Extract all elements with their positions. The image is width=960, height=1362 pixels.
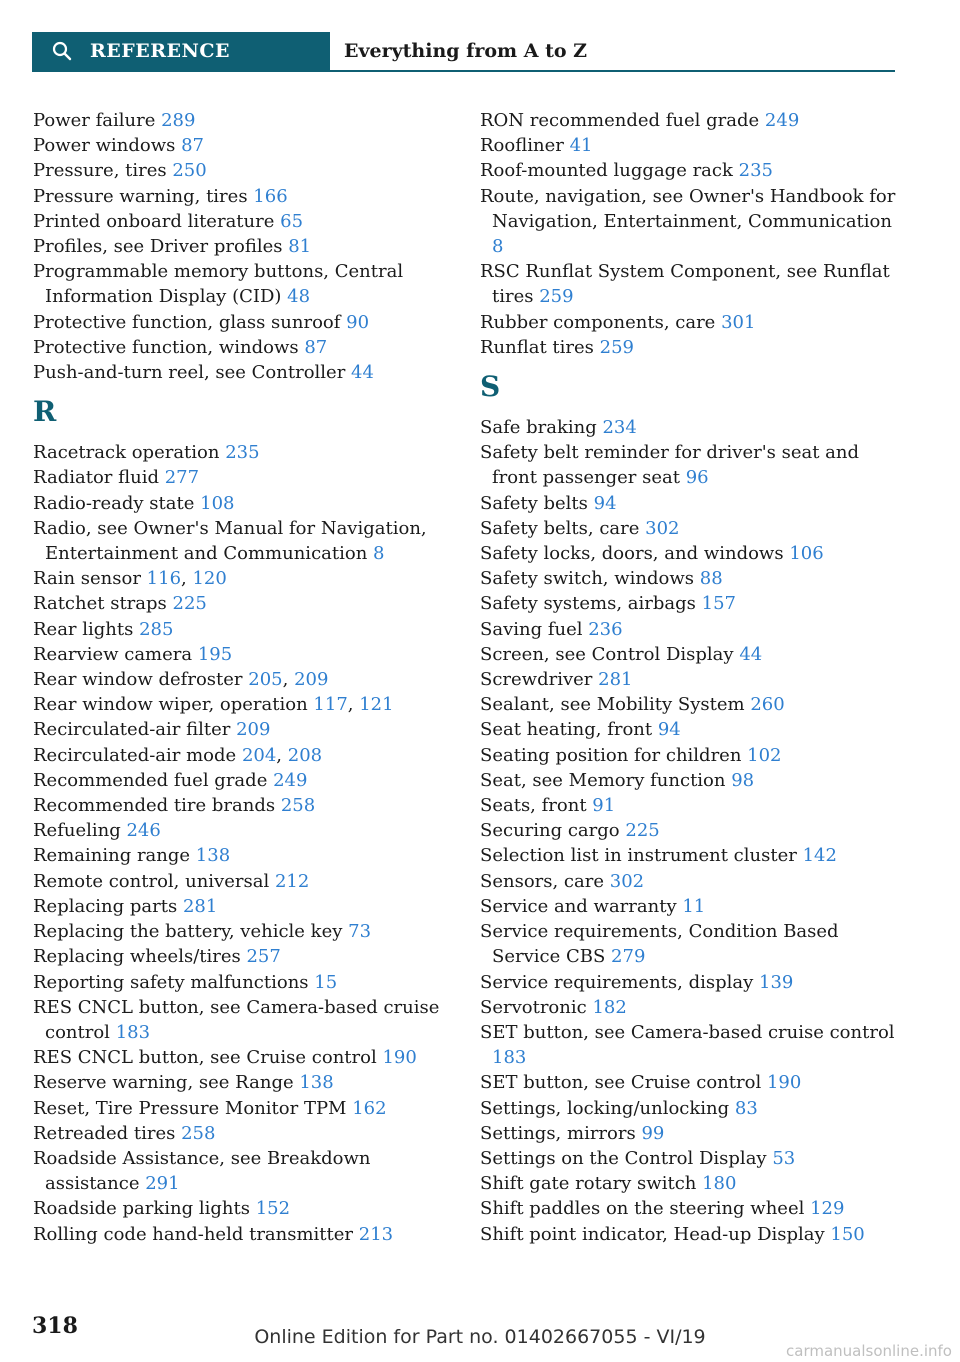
page-link[interactable]: 116 xyxy=(146,568,182,590)
index-entry xyxy=(480,491,900,516)
index-entry-text: Shift gate rotary switch xyxy=(480,1173,697,1195)
index-entry xyxy=(33,335,453,360)
index-entry-text: Push-and-turn reel, see Controller xyxy=(33,362,346,384)
index-entry-text: Runflat tires xyxy=(480,336,594,358)
index-column-right xyxy=(480,108,900,1247)
index-entry-text: Rear lights xyxy=(33,618,134,640)
index-entry-text: RON recommended fuel grade xyxy=(480,110,760,131)
index-entry-text: Recommended tire brands xyxy=(33,795,276,817)
index-entry xyxy=(33,717,453,742)
index-entry-text: Power windows xyxy=(33,135,176,157)
index-entry-text: Sensors, care xyxy=(480,870,605,892)
index-entry-text: Pressure, tires xyxy=(33,160,167,182)
index-entry xyxy=(33,1096,453,1121)
index-entry xyxy=(480,768,900,793)
section-title: Everything from A to Z xyxy=(344,40,588,62)
index-entry-text: SET button, see Camera-based cruise control xyxy=(480,1021,895,1043)
index-column-left xyxy=(33,108,453,1247)
page-link[interactable]: 285 xyxy=(139,618,174,640)
index-entry xyxy=(480,1196,900,1221)
index-letter-heading: R xyxy=(33,395,57,429)
page-link[interactable]: 129 xyxy=(810,1198,845,1220)
page-link[interactable]: 195 xyxy=(197,643,233,665)
index-entry-text: Roadside Assistance, see Breakdown assistance xyxy=(33,1147,371,1195)
index-entry-text: Safety switch, windows xyxy=(480,568,695,590)
page-link[interactable]: 138 xyxy=(195,845,231,867)
search-icon xyxy=(52,41,72,61)
index-entry xyxy=(480,717,900,742)
index-entry-text: Safety belts, care xyxy=(480,517,640,539)
page-link[interactable]: 94 xyxy=(593,492,617,514)
index-entry xyxy=(480,1020,900,1070)
page-link[interactable]: 213 xyxy=(358,1223,394,1245)
index-entry-text: Rear window wiper, operation xyxy=(33,694,308,716)
page-link[interactable]: 281 xyxy=(598,669,633,691)
index-entry-text: Saving fuel xyxy=(480,618,583,640)
index-entry xyxy=(33,793,453,818)
page-link[interactable]: 208 xyxy=(287,744,323,766)
index-entry xyxy=(33,158,453,183)
index-entry-text: Roofliner xyxy=(480,135,564,157)
index-entry xyxy=(33,234,453,259)
index-letter-heading: S xyxy=(480,370,501,404)
index-entry xyxy=(480,591,900,616)
index-entry xyxy=(480,970,900,995)
index-entry xyxy=(480,335,900,360)
reference-tab-label: REFERENCE xyxy=(90,40,230,62)
index-entry-text: Servotronic xyxy=(480,996,587,1018)
page-link[interactable]: 183 xyxy=(115,1021,151,1043)
index-entry xyxy=(480,894,900,919)
page-link[interactable]: 83 xyxy=(734,1097,758,1119)
index-entry xyxy=(480,566,900,591)
index-entry-text: Recirculated-air mode xyxy=(33,744,237,766)
index-entry xyxy=(480,843,900,868)
page-link[interactable]: 139 xyxy=(759,971,794,993)
index-entry xyxy=(33,1070,453,1095)
page-link[interactable]: 212 xyxy=(274,870,310,892)
page-link[interactable]: 8 xyxy=(373,543,385,565)
page-link[interactable]: 142 xyxy=(802,845,837,867)
index-entry-text: Refueling xyxy=(33,820,121,842)
index-entry xyxy=(480,184,900,260)
index-entry xyxy=(33,360,453,385)
page-link[interactable]: 259 xyxy=(599,336,635,358)
page-link[interactable]: 204 xyxy=(241,744,277,766)
index-entry xyxy=(33,768,453,793)
page-link[interactable]: 205 xyxy=(248,669,283,691)
index-entry xyxy=(33,1146,453,1196)
page-link[interactable]: 108 xyxy=(200,492,235,514)
index-entry xyxy=(480,869,900,894)
index-entry-text: Protective function, glass sunroof xyxy=(33,311,341,333)
page-link[interactable]: 8 xyxy=(492,236,504,258)
index-entry-text: Route, navigation, see Owner's Handbook for Navigation, Entertainment, Communication xyxy=(480,185,896,232)
page-link[interactable]: 94 xyxy=(657,719,681,741)
index-entry xyxy=(480,667,900,692)
page-link[interactable]: 277 xyxy=(164,467,200,489)
page-link[interactable]: 117 xyxy=(313,694,348,716)
index-entry xyxy=(33,944,453,969)
index-entry xyxy=(480,692,900,717)
index-entry-text: Printed onboard literature xyxy=(33,210,275,232)
index-entry-text: SET button, see Cruise control xyxy=(480,1072,762,1094)
index-entry-text: RSC Runflat System Component, see Runflat tires xyxy=(480,261,890,308)
index-entry-text: Profiles, see Driver profiles xyxy=(33,236,283,258)
index-entry-text: Service and warranty xyxy=(480,895,677,917)
index-entry xyxy=(480,310,900,335)
index-entry-text: Retreaded tires xyxy=(33,1122,176,1144)
page-link[interactable]: 225 xyxy=(172,593,207,615)
index-entry-text: Sealant, see Mobility System xyxy=(480,694,745,716)
page-link[interactable]: 41 xyxy=(569,135,593,157)
index-entry-text: Programmable memory buttons, Central Information Display (CID) xyxy=(33,261,404,308)
index-entry xyxy=(33,617,453,642)
index-entry xyxy=(33,919,453,944)
index-entry-text: Protective function, windows xyxy=(33,336,299,358)
index-entry: Rear window wiper, operation 117, 121 xyxy=(33,694,394,716)
index-entry xyxy=(480,1121,900,1146)
index-entry xyxy=(33,491,453,516)
index-entry-text: Replacing the battery, vehicle key xyxy=(33,921,343,943)
page-link[interactable]: 152 xyxy=(255,1198,291,1220)
index-entry xyxy=(480,818,900,843)
watermark: carmanualsonline.info xyxy=(786,1342,952,1360)
index-entry: Recirculated-air mode 204, 208 xyxy=(33,744,323,766)
index-entry xyxy=(33,184,453,209)
index-entry xyxy=(480,793,900,818)
page-link[interactable]: 209 xyxy=(294,669,329,691)
page-link[interactable]: 121 xyxy=(359,694,394,716)
index-entry xyxy=(33,1045,453,1070)
index-entry-text: Replacing wheels/tires xyxy=(33,946,241,968)
index-entry xyxy=(33,818,453,843)
page-link[interactable]: 102 xyxy=(747,744,782,766)
index-entry-text: Recirculated-air filter xyxy=(33,719,231,741)
index-entry-text: Pressure warning, tires xyxy=(33,185,248,207)
page-link[interactable]: 73 xyxy=(348,921,372,943)
index-entry xyxy=(33,259,453,309)
page-link[interactable]: 301 xyxy=(721,311,756,333)
page-link[interactable]: 225 xyxy=(625,820,660,842)
page-link[interactable]: 90 xyxy=(346,311,370,333)
page-link[interactable]: 302 xyxy=(645,517,680,539)
index-entry-text: RES CNCL button, see Cruise control xyxy=(33,1047,377,1069)
page-link[interactable]: 249 xyxy=(764,110,800,131)
index-entry-text: Radio, see Owner's Manual for Navigation, Entertainment and Communication xyxy=(33,517,427,565)
index-entry xyxy=(33,1196,453,1221)
page-number: 318 xyxy=(32,1313,78,1339)
index-entry-text: Radio-ready state xyxy=(33,492,195,514)
index-entry xyxy=(480,1070,900,1095)
page-link[interactable]: 88 xyxy=(699,568,723,590)
index-entry-text: Reserve warning, see Range xyxy=(33,1072,294,1094)
index-entry-text: Remote control, universal xyxy=(33,870,270,892)
index-entry-text: Seat heating, front xyxy=(480,719,653,741)
index-entry xyxy=(33,995,453,1045)
page-link[interactable]: 87 xyxy=(181,135,205,157)
index-entry-text: Recommended fuel grade xyxy=(33,769,268,791)
page-link[interactable]: 182 xyxy=(592,996,627,1018)
index-entry-text: Settings, mirrors xyxy=(480,1122,636,1144)
index-entry xyxy=(33,1121,453,1146)
index-entry xyxy=(33,642,453,667)
index-entry-text: Settings, locking/unlocking xyxy=(480,1097,730,1119)
index-entry xyxy=(480,541,900,566)
index-entry xyxy=(480,642,900,667)
page-link[interactable]: 99 xyxy=(641,1122,665,1144)
page-header xyxy=(32,32,895,72)
index-entry: Rear window defroster 205, 209 xyxy=(33,669,329,691)
index-entry-text: Seat, see Memory function xyxy=(480,769,726,791)
index-entry xyxy=(480,1222,900,1247)
index-entry-text: Roadside parking lights xyxy=(33,1198,250,1220)
index-entry xyxy=(480,158,900,183)
index-entry xyxy=(33,843,453,868)
index-entry xyxy=(33,133,453,158)
page-link[interactable]: 209 xyxy=(236,719,271,741)
index-entry-text: Safe braking xyxy=(480,417,597,439)
index-entry xyxy=(480,516,900,541)
index-entry xyxy=(33,310,453,335)
page-link[interactable]: 81 xyxy=(288,236,312,258)
index-entry-text: Replacing parts xyxy=(33,895,178,917)
page-link[interactable]: 291 xyxy=(145,1173,180,1195)
page-link[interactable]: 302 xyxy=(609,870,645,892)
index-entry-text: Screen, see Control Display xyxy=(480,643,734,665)
page-link[interactable]: 234 xyxy=(602,417,637,439)
page-link[interactable]: 235 xyxy=(738,160,773,182)
index-entry-text: Roof-mounted luggage rack xyxy=(480,160,733,182)
page-link[interactable]: 289 xyxy=(161,110,196,131)
index-entry xyxy=(480,133,900,158)
index-entry xyxy=(480,919,900,969)
page-link[interactable]: 260 xyxy=(750,694,785,716)
index-entry-text: Seats, front xyxy=(480,795,587,817)
index-entry-text: Safety locks, doors, and windows xyxy=(480,543,784,565)
page-link[interactable]: 190 xyxy=(766,1072,802,1094)
index-entry-text: Safety belts xyxy=(480,492,588,514)
index-entry xyxy=(480,995,900,1020)
page-link[interactable]: 65 xyxy=(280,210,304,232)
page-link[interactable]: 250 xyxy=(172,160,207,182)
page-link[interactable]: 180 xyxy=(702,1173,737,1195)
page-link[interactable]: 44 xyxy=(739,643,763,665)
index-entry-text: Selection list in instrument cluster xyxy=(480,845,797,867)
index-entry-text: Service requirements, display xyxy=(480,971,754,993)
page-link[interactable]: 53 xyxy=(772,1147,796,1169)
index-entry xyxy=(480,1171,900,1196)
index-entry xyxy=(480,743,900,768)
index-entry xyxy=(33,440,453,465)
page-link[interactable]: 257 xyxy=(246,946,281,968)
page-link[interactable]: 162 xyxy=(352,1097,387,1119)
index-entry-text: Rearview camera xyxy=(33,643,193,665)
reference-tab[interactable] xyxy=(32,32,330,70)
index-entry xyxy=(33,465,453,490)
index-entry-text: Securing cargo xyxy=(480,820,620,842)
page-link[interactable]: 11 xyxy=(682,895,706,917)
index-entry-text: Rain sensor xyxy=(33,568,141,590)
index-entry xyxy=(480,440,900,490)
page-link[interactable]: 236 xyxy=(588,618,623,640)
page-link[interactable]: 259 xyxy=(539,286,574,308)
page-link[interactable]: 183 xyxy=(492,1047,527,1069)
index-entry-text: Screwdriver xyxy=(480,669,593,691)
page-link[interactable]: 48 xyxy=(287,286,311,308)
page-link[interactable]: 138 xyxy=(299,1072,334,1094)
index-entry-text: Safety belt reminder for driver's seat and front passenger seat xyxy=(480,442,860,489)
page-link[interactable]: 249 xyxy=(273,769,308,791)
page-link[interactable]: 15 xyxy=(314,971,338,993)
page-link[interactable]: 246 xyxy=(126,820,161,842)
index-entry xyxy=(33,591,453,616)
index-entry-text: Rear window defroster xyxy=(33,669,243,691)
index-entry-text: Reset, Tire Pressure Monitor TPM xyxy=(33,1097,347,1119)
page-link[interactable]: 150 xyxy=(830,1223,865,1245)
index-entry-text: Safety systems, airbags xyxy=(480,593,696,615)
index-entry xyxy=(480,259,900,309)
index-entry-text: RES CNCL button, see Camera-based cruise control xyxy=(33,996,440,1043)
index-entry xyxy=(33,869,453,894)
page-link[interactable]: 91 xyxy=(592,795,616,817)
index-entry-text: Reporting safety malfunctions xyxy=(33,971,309,993)
index-entry-text: Service requirements, Condition Based Service CBS xyxy=(480,921,839,968)
index-entry-text: Rolling code hand-held transmitter xyxy=(33,1223,354,1245)
index-entry xyxy=(480,1096,900,1121)
index-entry xyxy=(33,209,453,234)
index-entry-text: Seating position for children xyxy=(480,744,742,766)
page-link[interactable]: 190 xyxy=(382,1047,417,1069)
page-link[interactable]: 96 xyxy=(685,467,709,489)
index-entry-text: Remaining range xyxy=(33,845,191,867)
page-link[interactable]: 279 xyxy=(611,946,646,968)
index-entry-text: Rubber components, care xyxy=(480,311,716,333)
page-link[interactable]: 281 xyxy=(182,895,218,917)
index-entry xyxy=(33,894,453,919)
page-link[interactable]: 258 xyxy=(181,1122,216,1144)
page-link[interactable]: 166 xyxy=(253,185,288,207)
page-link[interactable]: 87 xyxy=(304,336,328,358)
index-entry-text: Power failure xyxy=(33,110,156,131)
index-entry-text: Settings on the Control Display xyxy=(480,1147,767,1169)
page-link[interactable]: 106 xyxy=(789,543,824,565)
index-entry xyxy=(33,516,453,566)
index-entry xyxy=(480,108,900,133)
page-link[interactable]: 157 xyxy=(701,593,736,615)
page-link[interactable]: 44 xyxy=(351,362,374,384)
index-entry xyxy=(33,108,453,133)
index-entry-text: Radiator fluid xyxy=(33,467,159,489)
page-link[interactable]: 258 xyxy=(280,795,316,817)
page-link[interactable]: 235 xyxy=(225,442,260,464)
index-entry xyxy=(480,1146,900,1171)
index-entry xyxy=(33,970,453,995)
index-entry-text: Ratchet straps xyxy=(33,593,167,615)
footer-edition: Online Edition for Part no. 01402667055 - VI/19 xyxy=(254,1326,706,1348)
index-entry-text: Shift paddles on the steering wheel xyxy=(480,1198,805,1220)
index-entry-text: Racetrack operation xyxy=(33,442,220,464)
index-entry-text: Shift point indicator, Head-up Display xyxy=(480,1223,825,1245)
page-link[interactable]: 120 xyxy=(192,568,227,590)
index-entry: Rain sensor 116, 120 xyxy=(33,568,227,590)
index-entry xyxy=(480,617,900,642)
index-entry xyxy=(33,1222,453,1247)
index-entry xyxy=(480,415,900,440)
page-link[interactable]: 98 xyxy=(731,769,755,791)
